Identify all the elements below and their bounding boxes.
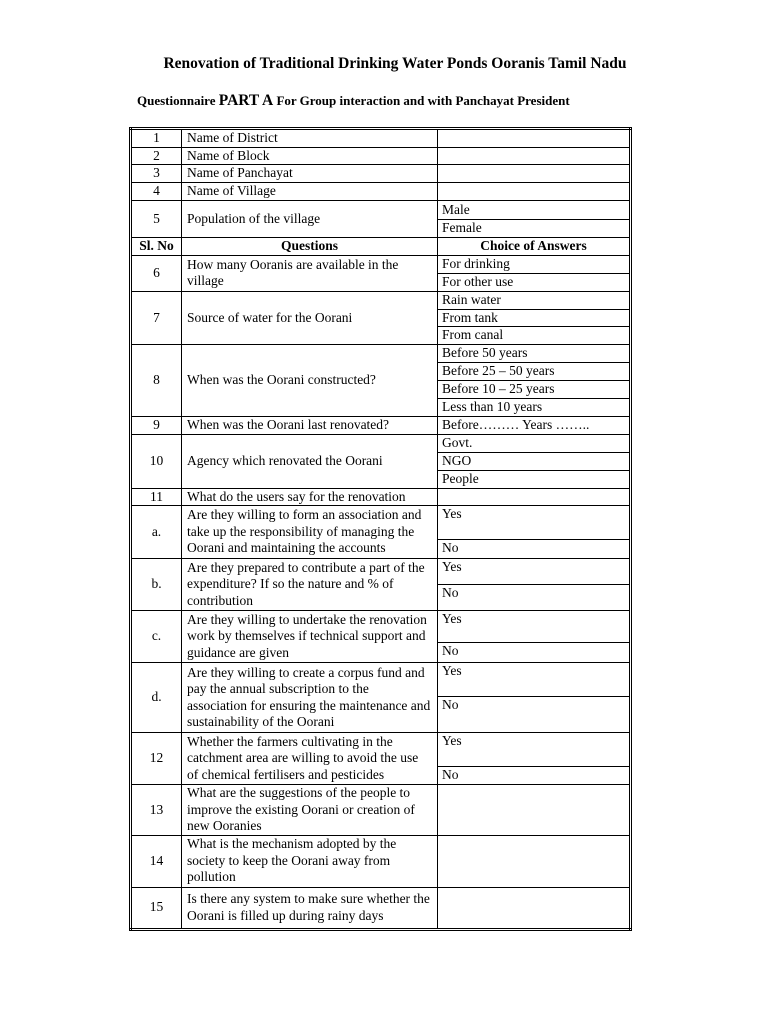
answer-option: From tank [438, 309, 631, 327]
header-sl-no: Sl. No [131, 238, 182, 256]
answer-option: Male [438, 201, 631, 220]
population-row [131, 201, 631, 220]
answer-option: NGO [438, 452, 631, 470]
question-text: Are they willing to create a corpus fund and pay the annual subscription to the association for ensuring the maintenance and sustainability of the Oorani [182, 663, 438, 733]
question-text: What do the users say for the renovation [182, 488, 438, 506]
answer-option: Before……… Years …….. [438, 417, 631, 435]
row-number: b. [131, 559, 182, 611]
answer-cell[interactable] [438, 785, 631, 836]
answer-cell[interactable] [438, 129, 631, 148]
question-row [131, 417, 631, 435]
question-text: What are the suggestions of the people to improve the existing Oorani or creation of new Ooranies [182, 785, 438, 836]
answer-option: Yes [438, 663, 631, 697]
field-label: Name of District [182, 129, 438, 148]
document-subtitle [137, 92, 570, 110]
info-row [131, 129, 631, 148]
question-text: Agency which renovated the Oorani [182, 435, 438, 489]
question-text: What is the mechanism adopted by the society to keep the Oorani away from pollution [182, 835, 438, 887]
answer-option: Rain water [438, 291, 631, 309]
answer-cell[interactable] [438, 183, 631, 201]
question-row [131, 887, 631, 929]
row-number: 11 [131, 488, 182, 506]
answer-option: No [438, 767, 631, 785]
row-number: 3 [131, 165, 182, 183]
answer-option: No [438, 585, 631, 611]
question-text: When was the Oorani constructed? [182, 345, 438, 417]
question-row [131, 345, 631, 363]
question-row [131, 785, 631, 836]
row-number: c. [131, 611, 182, 663]
row-number: 9 [131, 417, 182, 435]
field-label: Population of the village [182, 201, 438, 238]
answer-cell[interactable] [438, 887, 631, 929]
question-row [131, 835, 631, 887]
question-text: Are they willing to undertake the renovation work by themselves if technical support and guidance are given [182, 611, 438, 663]
question-text: When was the Oorani last renovated? [182, 417, 438, 435]
row-number: 4 [131, 183, 182, 201]
answer-option: No [438, 697, 631, 733]
info-row [131, 183, 631, 201]
answer-option: Yes [438, 611, 631, 643]
questionnaire-body [131, 129, 631, 930]
answer-cell[interactable] [438, 147, 631, 165]
answer-option: People [438, 470, 631, 488]
answer-option: Yes [438, 559, 631, 585]
subtitle-suffix: For Group interaction and with Panchayat President [276, 93, 570, 108]
question-row [131, 733, 631, 767]
answer-cell[interactable] [438, 835, 631, 887]
answer-option: Before 50 years [438, 345, 631, 363]
question-row [131, 611, 631, 643]
question-row [131, 291, 631, 309]
answer-cell[interactable] [438, 165, 631, 183]
header-choice-of-answers: Choice of Answers [438, 238, 631, 256]
answer-option: Yes [438, 733, 631, 767]
subtitle-part: PART A [218, 92, 274, 109]
row-number: d. [131, 663, 182, 733]
field-label: Name of Village [182, 183, 438, 201]
answer-cell[interactable] [438, 488, 631, 506]
header-row [131, 238, 631, 256]
row-number: 8 [131, 345, 182, 417]
row-number: 10 [131, 435, 182, 489]
field-label: Name of Panchayat [182, 165, 438, 183]
row-number: 1 [131, 129, 182, 148]
row-number: 6 [131, 256, 182, 292]
answer-option: Less than 10 years [438, 399, 631, 417]
question-text: Is there any system to make sure whether the Oorani is filled up during rainy days [182, 887, 438, 929]
row-number: 2 [131, 147, 182, 165]
answer-option: No [438, 540, 631, 559]
question-text: Are they willing to form an association and take up the responsibility of managing the Oorani and maintaining the accounts [182, 506, 438, 559]
answer-option: From canal [438, 327, 631, 345]
row-number: 14 [131, 835, 182, 887]
question-row [131, 663, 631, 697]
answer-option: For other use [438, 274, 631, 292]
row-number: 12 [131, 733, 182, 785]
subtitle-prefix: Questionnaire [137, 93, 216, 108]
question-row [131, 559, 631, 585]
answer-option: No [438, 643, 631, 663]
row-number: 15 [131, 887, 182, 929]
question-row [131, 506, 631, 540]
info-row [131, 147, 631, 165]
question-text: How many Ooranis are available in the village [182, 256, 438, 292]
question-text: Whether the farmers cultivating in the catchment area are willing to avoid the use of chemical fertilisers and pesticides [182, 733, 438, 785]
question-row [131, 488, 631, 506]
row-number: 7 [131, 291, 182, 345]
question-row [131, 256, 631, 274]
document-title: Renovation of Traditional Drinking Water Ponds Ooranis Tamil Nadu [163, 55, 627, 72]
answer-option: Before 25 – 50 years [438, 363, 631, 381]
answer-option: For drinking [438, 256, 631, 274]
row-number: 5 [131, 201, 182, 238]
row-number: a. [131, 506, 182, 559]
question-text: Source of water for the Oorani [182, 291, 438, 345]
answer-option: Female [438, 220, 631, 238]
answer-option: Before 10 – 25 years [438, 381, 631, 399]
answer-option: Govt. [438, 435, 631, 453]
info-row [131, 165, 631, 183]
header-questions: Questions [182, 238, 438, 256]
question-row [131, 435, 631, 453]
answer-option: Yes [438, 506, 631, 540]
field-label: Name of Block [182, 147, 438, 165]
row-number: 13 [131, 785, 182, 836]
question-text: Are they prepared to contribute a part of the expenditure? If so the nature and % of contribution [182, 559, 438, 611]
questionnaire-table [129, 127, 632, 931]
